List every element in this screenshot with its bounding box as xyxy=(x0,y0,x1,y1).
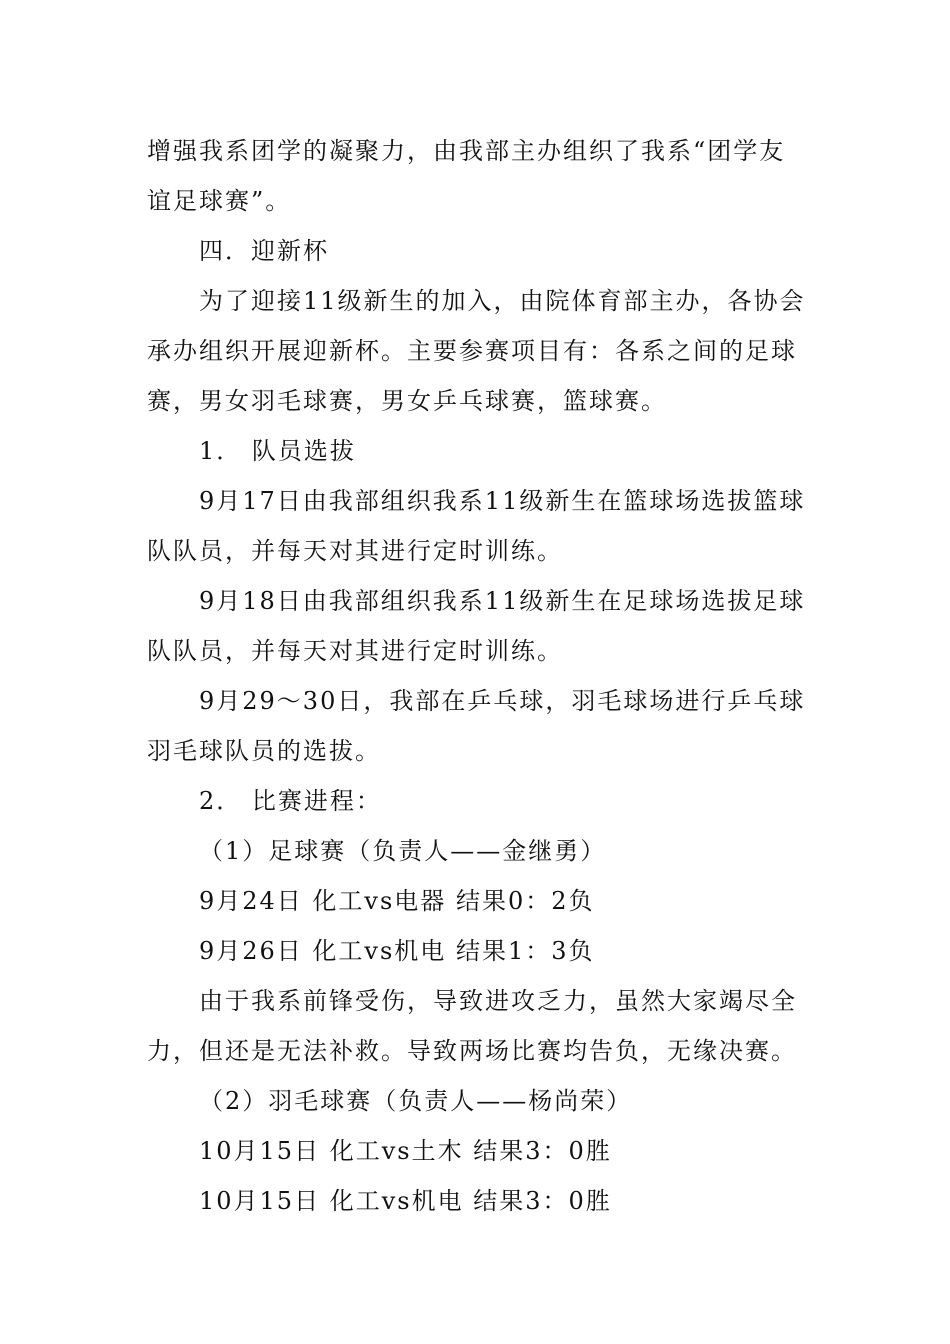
match-result: 9月24日 化工vs电器 结果0：2负 xyxy=(199,887,595,915)
paragraph-line: 谊足球赛”。 xyxy=(147,187,292,215)
paragraph-line: 承办组织开展迎新杯。主要参赛项目有：各系之间的足球 xyxy=(147,337,797,365)
match-heading: （2）羽毛球赛（负责人——杨尚荣） xyxy=(199,1087,633,1115)
paragraph-line: 羽毛球队员的选拔。 xyxy=(147,737,381,765)
match-result: 10月15日 化工vs机电 结果3：0胜 xyxy=(199,1187,612,1215)
paragraph-line: 为了迎接11级新生的加入，由院体育部主办，各协会 xyxy=(199,287,806,315)
match-result: 10月15日 化工vs土木 结果3：0胜 xyxy=(199,1137,612,1165)
section-heading: 四．迎新杯 xyxy=(199,237,329,265)
paragraph-line: 队队员，并每天对其进行定时训练。 xyxy=(147,537,563,565)
paragraph-line: 9月18日由我部组织我系11级新生在足球场选拔足球 xyxy=(199,587,806,615)
subsection-heading: 2． 比赛进程： xyxy=(199,787,382,815)
match-heading: （1）足球赛（负责人——金继勇） xyxy=(199,837,607,865)
paragraph-line: 队队员，并每天对其进行定时训练。 xyxy=(147,637,563,665)
paragraph-line: 力，但还是无法补救。导致两场比赛均告负，无缘决赛。 xyxy=(147,1037,797,1065)
subsection-heading: 1． 队员选拔 xyxy=(199,437,356,465)
paragraph-line: 由于我系前锋受伤，导致进攻乏力，虽然大家竭尽全 xyxy=(199,987,797,1015)
paragraph-line: 9月17日由我部组织我系11级新生在篮球场选拔篮球 xyxy=(199,487,806,515)
paragraph-line: 赛，男女羽毛球赛，男女乒乓球赛，篮球赛。 xyxy=(147,387,667,415)
match-result: 9月26日 化工vs机电 结果1：3负 xyxy=(199,937,595,965)
paragraph-line: 增强我系团学的凝聚力，由我部主办组织了我系“团学友 xyxy=(147,137,786,165)
paragraph-line: 9月29～30日，我部在乒乓球，羽毛球场进行乒乓球 xyxy=(199,687,806,715)
document-body xyxy=(147,126,807,1226)
